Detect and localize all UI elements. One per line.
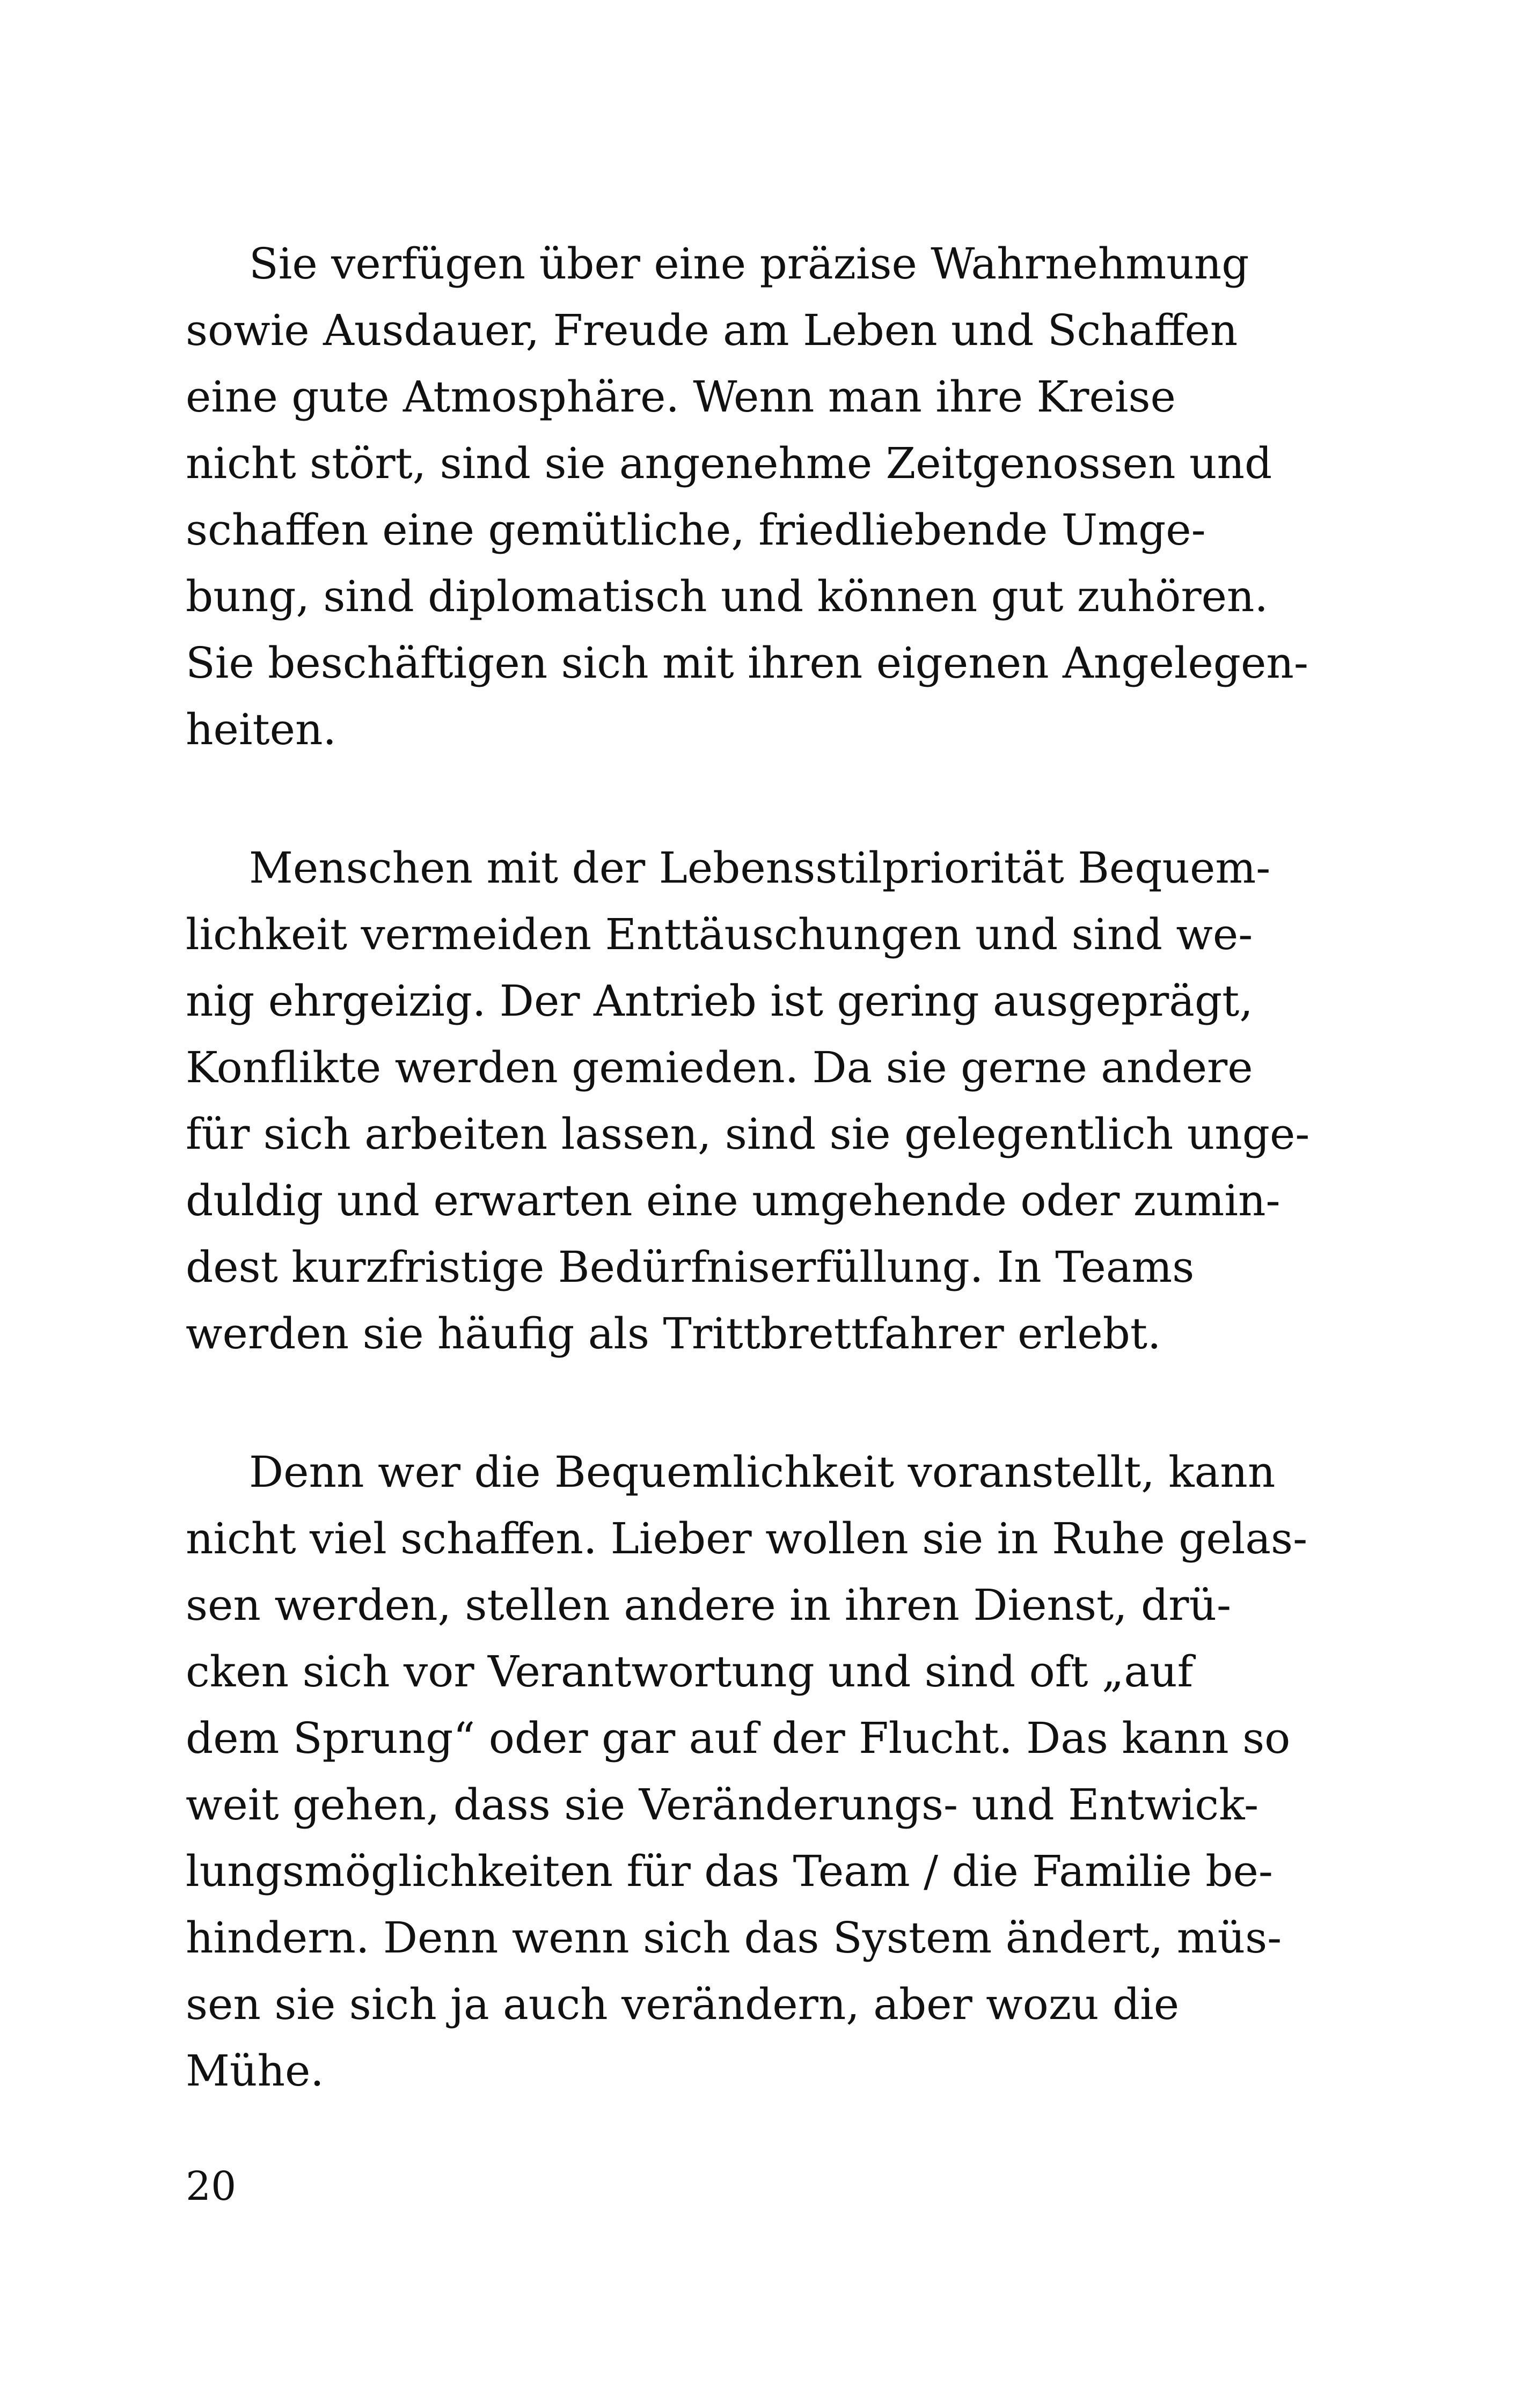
text-line: eine gute Atmosphäre. Wenn man ihre Kreise (186, 372, 1176, 422)
text-line: dest kurzfristige Bedürfniserfüllung. In Teams (186, 1242, 1195, 1292)
paragraph-2 (186, 835, 1310, 1367)
paragraph-1 (186, 231, 1308, 763)
text-line: Konflikte werden gemieden. Da sie gerne andere (186, 1043, 1253, 1092)
text-line: nig ehrgeizig. Der Antrieb ist gering ausgeprägt, (186, 976, 1253, 1026)
text-line: Menschen mit der Lebensstilpriorität Bequem- (249, 843, 1271, 893)
text-line: nicht stört, sind sie angenehme Zeitgenossen und (186, 438, 1272, 488)
text-line: für sich arbeiten lassen, sind sie gelegentlich unge- (186, 1109, 1310, 1159)
text-line: lungsmöglichkeiten für das Team / die Familie be- (186, 1846, 1273, 1896)
page-number: 20 (186, 2163, 237, 2209)
text-line: weit gehen, dass sie Veränderungs- und Entwick- (186, 1780, 1259, 1830)
text-line: heiten. (186, 704, 336, 754)
text-line: dem Sprung“ oder gar auf der Flucht. Das kann so (186, 1713, 1291, 1763)
text-line: sen werden, stellen andere in ihren Dienst, drü- (186, 1580, 1232, 1630)
text-line: nicht viel schaffen. Lieber wollen sie in Ruhe gelas- (186, 1514, 1308, 1563)
text-line: Sie verfügen über eine präzise Wahrnehmung (249, 239, 1249, 289)
text-line: Mühe. (186, 2046, 324, 2096)
paragraph-spacer (186, 763, 1302, 835)
paragraph-3 (186, 1439, 1308, 2104)
text-line: schaffen eine gemütliche, friedliebende Umge- (186, 505, 1206, 555)
text-line: sen sie sich ja auch verändern, aber wozu die (186, 1979, 1180, 2029)
text-line: cken sich vor Verantwortung und sind oft „auf (186, 1647, 1194, 1697)
text-line: Sie beschäftigen sich mit ihren eigenen Angelegen- (186, 638, 1308, 688)
text-line: Denn wer die Bequemlichkeit voranstellt, kann (249, 1447, 1276, 1497)
text-line: werden sie häufig als Trittbrettfahrer erlebt. (186, 1309, 1161, 1359)
text-line: duldig und erwarten eine umgehende oder zumin- (186, 1176, 1280, 1225)
body-text (186, 231, 1310, 2104)
text-line: hindern. Denn wenn sich das System ändert, müs- (186, 1913, 1282, 1963)
text-line: lichkeit vermeiden Enttäuschungen und sind we- (186, 909, 1253, 959)
text-line: sowie Ausdauer, Freude am Leben und Schaffen (186, 305, 1238, 355)
paragraph-spacer (186, 1367, 1302, 1439)
text-line: bung, sind diplomatisch und können gut zuhören. (186, 571, 1268, 621)
